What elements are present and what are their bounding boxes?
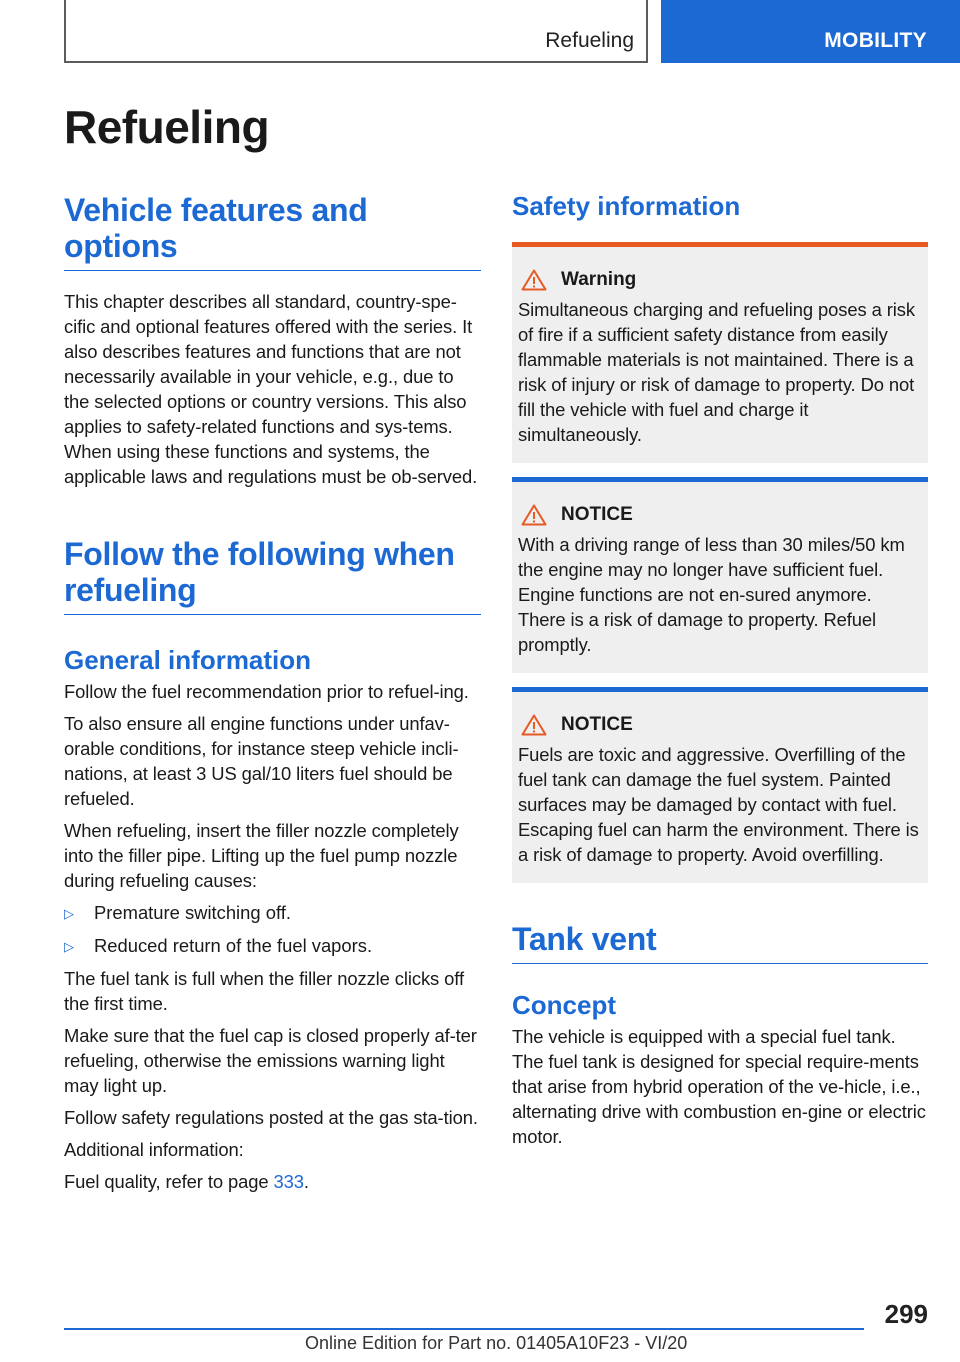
notice-triangle-icon	[521, 714, 547, 736]
notice-text: With a driving range of less than 30 miles/50 km the engine may no longer have sufficient fuel. Engine functions are not en-sured anymore. There is a risk of damage to property. Refuel promptly.	[518, 534, 905, 655]
notice-triangle-icon	[521, 504, 547, 526]
fuel-quality-suffix: .	[303, 1171, 309, 1192]
notice-title: NOTICE	[561, 714, 633, 735]
notice-box-driving-range	[512, 477, 928, 673]
warning-text: Simultaneous charging and refueling poses a risk of fire if a sufficient safety distance from easily flammable materials is not maintained. There is a risk of injury or risk of damage to property. Do not fill the vehicle with fuel and charge it simultaneously.	[518, 299, 915, 445]
paragraph-minimum-fuel: To also ensure all engine functions under unfav-orable conditions, for instance steep vehicle incli-nations, at least 3 US gal/10 liters fuel should be refueled.	[64, 713, 459, 809]
header-chapter-label: MOBILITY	[824, 29, 927, 52]
paragraph-fuel-quality	[64, 1169, 481, 1194]
heading-vehicle-features: Vehicle features and options	[64, 192, 481, 271]
footer-divider	[64, 1328, 864, 1330]
header-chapter-tab	[661, 0, 960, 63]
fuel-quality-text: Fuel quality, refer to page	[64, 1171, 274, 1192]
paragraph-filler-nozzle: When refueling, insert the filler nozzle completely into the filler pipe. Lifting up the fuel pump nozzle during refueling causes:	[64, 820, 459, 891]
header-section-label: Refueling	[545, 29, 634, 52]
list-item	[64, 900, 481, 926]
right-column	[512, 190, 928, 1156]
paragraph-features: This chapter describes all standard, country-spe-cific and optional features offered with the series. It also describes features and functions that are not necessarily available in your vehicle, e.g., due to the selected options or country versions. This also applies to safety-related functions and sys-tems. When using these functions and systems, the applicable laws and regulations must be ob-served.	[64, 291, 478, 487]
page-reference-link[interactable]: 333	[273, 1171, 304, 1192]
list-item-text: Premature switching off.	[94, 902, 291, 923]
paragraph-additional-info: Additional information:	[64, 1139, 244, 1160]
notice-box-overfilling	[512, 687, 928, 883]
heading-follow-refueling: Follow the following when refueling	[64, 536, 481, 615]
list-item-text: Reduced return of the fuel vapors.	[94, 935, 373, 956]
triangle-bullet-icon: ▷	[64, 906, 74, 921]
notice-title: NOTICE	[561, 504, 633, 525]
header-section-box	[64, 0, 648, 63]
paragraph-fuel-cap: Make sure that the fuel cap is closed properly af-ter refueling, otherwise the emissions warning light may light up.	[64, 1025, 477, 1096]
warning-title: Warning	[561, 269, 637, 290]
edition-note: Online Edition for Part no. 01405A10F23 - VI/20	[305, 1333, 688, 1353]
warning-box	[512, 242, 928, 463]
paragraph-safety-regulations: Follow safety regulations posted at the gas sta-tion.	[64, 1107, 478, 1128]
list-item	[64, 933, 481, 959]
page-title: Refueling	[64, 101, 270, 153]
warning-triangle-icon	[521, 269, 547, 291]
heading-tank-vent: Tank vent	[512, 921, 928, 964]
paragraph-concept: The vehicle is equipped with a special fuel tank. The fuel tank is designed for special require-ments that arise from hybrid operation of the ve-hicle, i.e., alternating drive with combustion en-gine or electric motor.	[512, 1026, 926, 1147]
notice-text: Fuels are toxic and aggressive. Overfilling of the fuel tank can damage the fuel system. Painted surfaces may be damaged by contact with fuel. Escaping fuel can harm the environment. There is a risk of damage to property. Avoid overfilling.	[518, 744, 919, 865]
heading-concept: Concept	[512, 990, 616, 1020]
left-column	[64, 192, 481, 1201]
paragraph-tank-full: The fuel tank is full when the filler nozzle clicks off the first time.	[64, 968, 464, 1014]
paragraph-fuel-recommendation: Follow the fuel recommendation prior to refuel-ing.	[64, 681, 469, 702]
heading-safety-information: Safety information	[512, 191, 741, 221]
heading-general-information: General information	[64, 645, 312, 675]
page-number: 299	[884, 1299, 928, 1329]
triangle-bullet-icon: ▷	[64, 939, 74, 954]
